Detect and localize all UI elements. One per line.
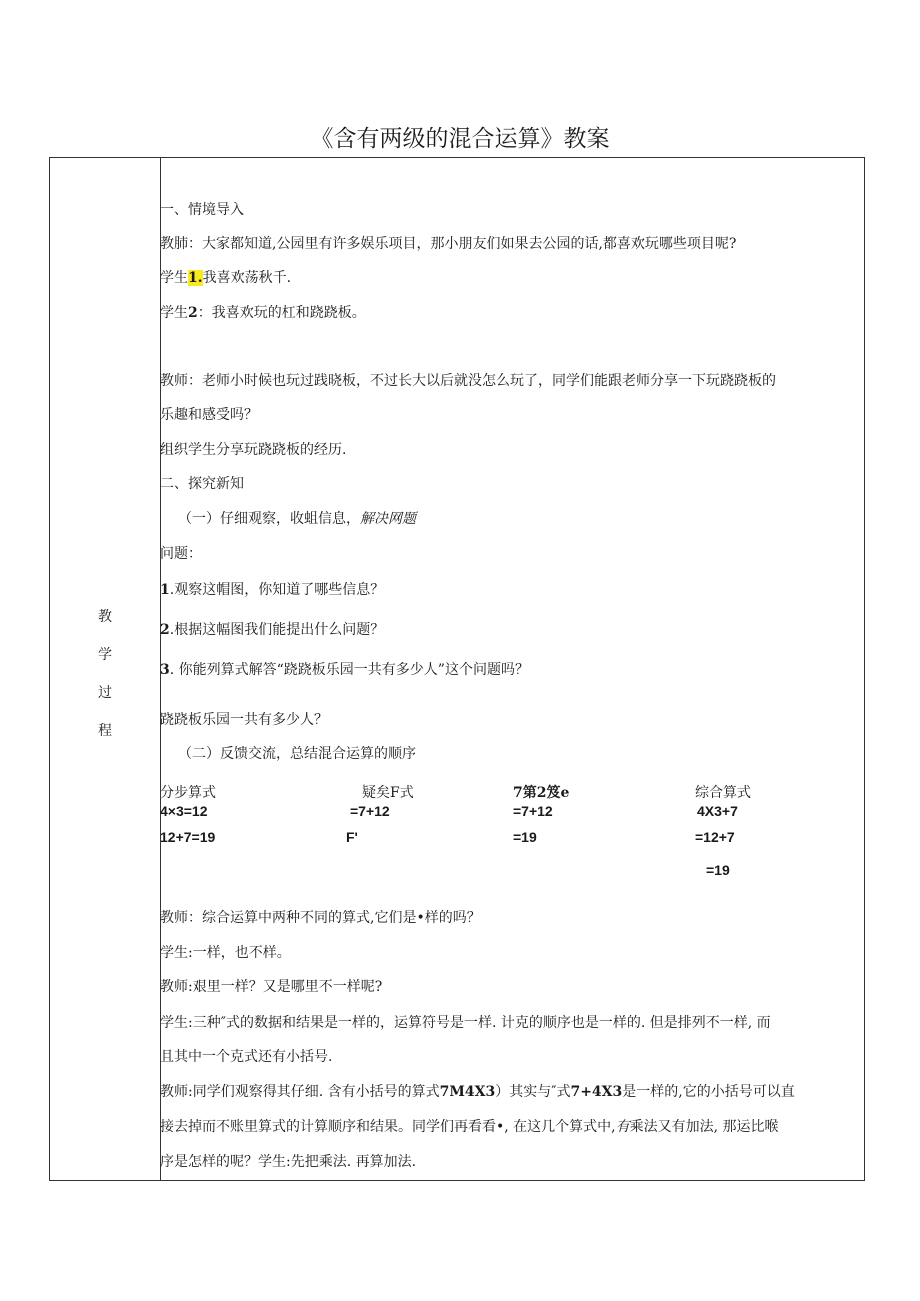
paragraph: 跷跷板乐园一共有多少人？ bbox=[160, 712, 328, 728]
bold-number: 1 bbox=[160, 582, 170, 598]
paragraph: 教师:艰里一样？又是哪里不一样呢? bbox=[160, 979, 383, 995]
side-label-teaching-process bbox=[50, 598, 160, 750]
column-header: 综合算式 bbox=[695, 785, 751, 801]
paragraph: 组织学生分享玩跷跷板的经历. bbox=[160, 442, 347, 458]
paragraph: 且其中一个克式还有小括号. bbox=[160, 1049, 333, 1065]
equation: =12+7 bbox=[695, 829, 735, 845]
bold-number: 2 bbox=[160, 622, 170, 638]
sub-heading bbox=[178, 508, 416, 528]
text-run: 教师:同学们观察得其仔细. 含有小括号的算式 bbox=[160, 1084, 440, 1100]
side-label-char: 教 bbox=[98, 609, 112, 625]
equation: 12+7=19 bbox=[160, 829, 216, 845]
bold-expression: 7M4X3 bbox=[439, 1084, 496, 1100]
equation: 4×3=12 bbox=[160, 803, 208, 819]
text-run: 我喜欢荡秋千. bbox=[202, 270, 292, 286]
paragraph bbox=[160, 1116, 779, 1136]
equation: =19 bbox=[513, 829, 537, 845]
paragraph bbox=[160, 1081, 795, 1101]
text-run: 是一样的,它的小括号可以直 bbox=[622, 1084, 795, 1100]
column-header: 分步算式 bbox=[160, 785, 216, 801]
text-run: 学生 bbox=[160, 270, 188, 286]
paragraph: 学生:三种″式的数据和结果是一样的，运算符号是一样. 计克的顺序也是一样的. 但是排列不一样, 而 bbox=[160, 1015, 771, 1031]
bold-expression: 7+4X3 bbox=[570, 1084, 623, 1100]
text-run: ：我喜欢玩的杠和跷跷板。 bbox=[197, 305, 366, 321]
paragraph: 教肺：大家都知道,公园里有许多娱乐项目，那小朋友们如果去公园的话,都喜欢玩哪些项目呢? bbox=[160, 236, 737, 252]
column-header: 疑矣F式 bbox=[362, 785, 414, 801]
paragraph: 乐趣和感受吗？ bbox=[160, 407, 258, 423]
section-heading: 一、情境导入 bbox=[160, 202, 244, 218]
text-run: （一）仔细观察，收蛆信息， bbox=[178, 511, 360, 527]
equation: =7+12 bbox=[513, 803, 553, 819]
side-label-char: 过 bbox=[98, 685, 112, 701]
italic-run: 有 bbox=[615, 1119, 630, 1135]
question-item bbox=[160, 619, 384, 639]
text-run: ）其实与″式 bbox=[495, 1084, 571, 1100]
bold-number: 2 bbox=[188, 305, 198, 321]
side-label-char: 程 bbox=[98, 723, 112, 739]
side-label-char: 学 bbox=[98, 647, 112, 663]
text-run: . 你能列算式解答“跷跷板乐园一共有多少人”这个问题吗？ bbox=[169, 662, 529, 678]
equation: F' bbox=[346, 829, 358, 845]
paragraph: 教师：老师小时候也玩过践晓板，不过长大以后就没怎么玩了，同学们能跟老师分享一下玩跷跷板的 bbox=[160, 373, 776, 389]
text-run: 乘法又有加法, 那运比喉 bbox=[629, 1119, 779, 1135]
column-header: 7第2笈e bbox=[513, 785, 570, 801]
paragraph bbox=[160, 267, 291, 287]
paragraph: 问题： bbox=[160, 546, 202, 562]
paragraph bbox=[160, 302, 366, 322]
sub-heading: （二）反馈交流，总结混合运算的顺序 bbox=[178, 746, 416, 762]
document-title: 《含有两级的混合运算》教案 bbox=[310, 126, 610, 152]
text-run: 学生 bbox=[160, 305, 188, 321]
bold-number: 3 bbox=[160, 662, 170, 678]
paragraph: 学生:一样，也不样。 bbox=[160, 945, 291, 961]
equation: =19 bbox=[706, 862, 730, 878]
question-item bbox=[160, 659, 529, 679]
equation: 4X3+7 bbox=[697, 803, 738, 819]
italic-run: 解决网题 bbox=[360, 511, 416, 527]
paragraph: 教师：综合运算中两种不同的算式,它们是•样的吗？ bbox=[160, 910, 481, 926]
question-item bbox=[160, 579, 384, 599]
text-run: .根据这幅图我们能提出什么问题？ bbox=[169, 622, 385, 638]
section-heading: 二、探究新知 bbox=[160, 476, 244, 492]
paragraph: 序是怎样的呢？学生:先把乘法. 再算加法. bbox=[160, 1154, 417, 1170]
equation: =7+12 bbox=[350, 803, 390, 819]
highlighted-number: 1. bbox=[188, 270, 203, 286]
text-run: .观察这帽图，你知道了哪些信息？ bbox=[169, 582, 385, 598]
text-run: 接去掉而不账里算式的计算顺序和结果。同学们再看看•, 在这几个算式中, bbox=[160, 1119, 616, 1135]
